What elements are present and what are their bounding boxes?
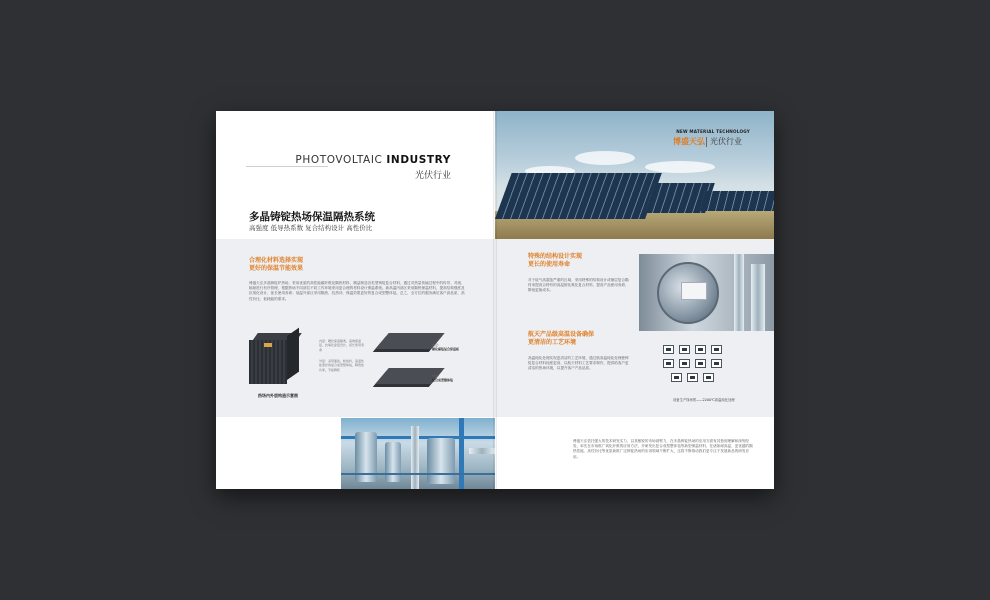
panel1-label: 内层： 硬化碳毡复合保温板 (432, 343, 460, 352)
solar-field-photo (495, 111, 774, 239)
section3-heading: 航天产品级高温设备确保 更清洁的工艺环境 (528, 331, 595, 346)
right-page (495, 111, 774, 489)
cube-caption: 热场内外层构造示意图 (258, 393, 298, 398)
section1-body: 博盛天弘多晶铸锭炉热场，采用优质的高性能碳纤维及隔热材料，精益制造各类型铸锭复合材料，通过对热量传输过程中的传导、对流、辐射进行有序管理，根据热场不同部位不同工作环境采用更合理的材料设计保温系统。新高温内部区采用隔热保温材料，提高结构强度及抗氧化设计，延长使用寿命；低温外部区采用隔热、抗热冲、保温效果更好的复合成型整体毡。总之，全方位的服务满足客户高品质、高性价比、低耗能的需求。 (249, 281, 465, 301)
header-divider (706, 137, 707, 147)
section3-body: 高温纯化处理实现更清洁的工艺环境，通过航高温纯化处理使铸锭复合材料纯度更高，以航天材料工艺要求制作，提供给客户更清洁的热场环境，以提升客户产品品质。 (528, 356, 629, 371)
brand-name: 博盛天弘 (673, 137, 705, 146)
left-page (216, 111, 495, 489)
gauge-caption: 设备生产线场景——2200℃高温纯化处理 (673, 398, 735, 402)
main-subtitle: 高强度 低导热系数 复合结构设计 高性价比 (249, 224, 373, 232)
section2-body: 对于硅气高腐蚀严重的区域，采用特殊的结构设计或铺层复合隔材来提高合特有的高温固化氮化复合材料，提高产品使用寿命，降低更换成本。 (528, 278, 629, 293)
section2-heading: 特殊的结构设计实现 更长的使用寿命 (528, 253, 583, 268)
factory-photo (341, 418, 495, 489)
right-header-cn: 光伏行业 (710, 137, 742, 146)
page-title-en (295, 154, 451, 166)
callout-outer: 外层：采用面毡，软毡料，高温性能更好的复合成型整体毡，降低热功率，节能降耗 (319, 359, 365, 372)
page-title-cn: 光伏行业 (414, 171, 451, 181)
title-light: PHOTOVOLTAIC (295, 154, 383, 166)
panel2-label: 外层： 复合成型整体毡 (432, 374, 454, 383)
brochure-spread (216, 111, 774, 489)
page-fold (493, 111, 497, 489)
heat-field-cube-illustration (249, 333, 299, 385)
section1-heading: 合理化材料选择实现 更好的保温节能效果 (249, 257, 304, 272)
furnace-photo (639, 254, 774, 331)
control-gauges-illustration (661, 345, 743, 391)
title-bold: INDUSTRY (386, 154, 451, 166)
header-rule (246, 166, 328, 167)
right-header-en: NEW MATERIAL TECHNOLOGY (676, 129, 750, 134)
footer-paragraph: 博盛天弘依托强大的技术研发实力，以其敏锐的市场洞察力，在多晶铸锭热场的应用方面有其独到理解和深刻经验，率先在市场推广氧化纤维的应用方法，开研发出复合成型整体毡等新型保温材料，在诸如耐高温、更优越的隔热性能、高性价比等优质新推广这铸锭热场的应用领域不断扩大，这将不断推动我们更专注于发展新品的研发应用。 (573, 439, 753, 459)
callout-inner: 内层：硬化保温隔离，高效保温层，抗氧化涂层设计，延长使用寿命 (319, 339, 365, 352)
main-title: 多晶铸锭热场保温隔热系统 (249, 211, 375, 223)
